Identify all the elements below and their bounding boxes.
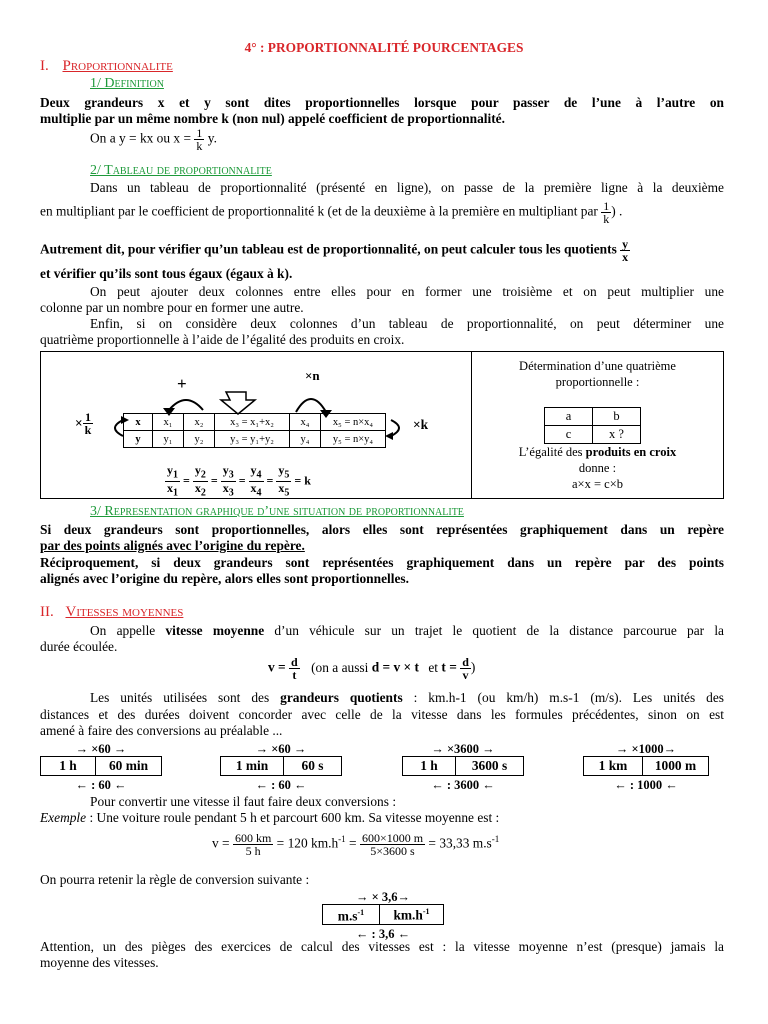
section-1-heading xyxy=(40,58,173,75)
fraction-1-over-k: $\frac{1}{k}$ xyxy=(196,126,203,153)
table-row-x xyxy=(124,414,386,431)
units-text-end: : km.h-1 (ou km/h) m.s-1 (m/s). Les unités des xyxy=(402,690,725,705)
vitesse-para-1-line-1 xyxy=(90,623,724,639)
tableau-para-1-line-1: Dans un tableau de proportionnalité (présenté en ligne), on passe de la première ligne à la deuxième xyxy=(90,180,724,195)
table-cell: x₄ xyxy=(290,414,321,431)
table-cell: y xyxy=(124,431,153,448)
cross-product-result: a×x = c×b xyxy=(572,477,623,491)
attention-line-2: moyenne des vitesses. xyxy=(40,955,159,970)
table-cell: y₁ xyxy=(153,431,184,448)
graph-line-4: alignés avec l’origine du repère, alors elles sont proportionnelles. xyxy=(40,571,409,586)
units-text: Les unités utilisées sont des xyxy=(90,690,281,705)
table-cell: y₅ = n×y₄ xyxy=(321,431,386,448)
quotient-equals-k: = k xyxy=(294,473,311,488)
page-title: 4° : PROPORTIONNALITÉ POURCENTAGES xyxy=(244,40,524,55)
table-cell: x₁ xyxy=(153,414,184,431)
quotient-equality: $\frac{y_1}{x_1}$ = $\frac{y_2}{x_2}$ = $\frac{y_3}{x_3}$ = $\frac{y_4}{x_4}$ = $\frac{y_5}{x_5}$ = k xyxy=(167,463,311,499)
conversion-top-arrow: → ×1000→ xyxy=(615,742,677,756)
conversion-top-arrow: → ×60 → xyxy=(255,742,307,756)
table-cell: y₄ xyxy=(290,431,321,448)
conversion-bottom-arrow: ← : 60 ← xyxy=(75,778,127,792)
graph-line-1: Si deux grandeurs sont proportionnelles, alors elles sont représentées graphiquement dans un repère xyxy=(40,522,724,537)
table-cell: c xyxy=(545,426,593,444)
formula-text: On a y = kx ou x = xyxy=(90,130,192,146)
table-cell: x₃ = x₁+x₂ xyxy=(215,414,290,431)
proportionality-box xyxy=(40,351,724,499)
conversion-cell: 1 min xyxy=(221,757,284,776)
formula-text-end: y. xyxy=(207,130,217,146)
conversion-cell: 1000 m xyxy=(643,757,709,776)
fraction-d-over-t: $\frac{d}{t}$ xyxy=(291,655,298,682)
down-arrow-icon xyxy=(221,392,255,414)
rule-cell-ms: $m.s^{-1}$ xyxy=(323,905,380,925)
formula-dvt: d = v × t xyxy=(371,659,419,675)
example-text: : Une voiture roule pendant 5 h et parcourt 600 km. Sa vitesse moyenne est : xyxy=(86,810,500,825)
calc-120: = 120 km.h xyxy=(276,835,339,851)
calc-v: v = xyxy=(212,835,230,851)
right-title-line-2: proportionnelle : xyxy=(555,375,640,389)
conversion-grid xyxy=(402,756,524,776)
section-2-number: II. xyxy=(40,604,54,620)
vitesse-bold: vitesse moyenne xyxy=(165,623,265,638)
example-label: Exemple xyxy=(40,810,87,825)
fraction-d-over-v: $\frac{d}{v}$ xyxy=(462,655,469,682)
convert-speed-text: Pour convertir une vitesse il faut faire deux conversions : xyxy=(90,794,397,809)
tableau-para-4-line-2: quatrième proportionnelle à l’aide de l’égalité des produits en croix. xyxy=(40,332,405,347)
cross-product-table xyxy=(544,407,641,444)
rule-grid xyxy=(322,904,444,925)
fraction-600km-5h: $\frac{600 km}{5 h}$ xyxy=(234,831,272,858)
subsection-1-3-title: 3/ Representation graphique d’une situation de proportionnalite xyxy=(90,504,464,519)
conversion-table-2 xyxy=(220,742,342,792)
table-cell: y₃ = y₁+y₂ xyxy=(215,431,290,448)
formula-t: t = xyxy=(441,659,457,675)
conversion-grid xyxy=(583,756,709,776)
times-n-label: ×n xyxy=(305,368,320,383)
right-panel-result xyxy=(472,444,723,492)
proportion-table xyxy=(123,413,386,448)
example-calculation: v = $\frac{600 km}{5 h}$ = 120 $km.h^{-1}$ = $\frac{600\times 1000 m}{5\times 3600 s}$ = 33,33 $m.s^{-1}$ xyxy=(212,831,500,858)
right-panel-title xyxy=(472,358,723,390)
fraction-1-over-k: $\frac{1}{k}$ xyxy=(603,199,610,226)
formula-et: et xyxy=(428,659,439,675)
vitesse-formula xyxy=(268,656,475,681)
conversion-cell: 60 min xyxy=(96,757,162,776)
tableau-para-4-line-1: Enfin, si on considère deux colonnes d’un tableau de proportionnalité, on peut déterminer une xyxy=(90,316,724,331)
egalite-line xyxy=(472,444,723,460)
table-row-y xyxy=(124,431,386,448)
fraction-y-over-x: $\frac{y}{x}$ xyxy=(622,237,629,264)
tableau-para-1-text: en multipliant par le coefficient de proportionnalité k (et de la deuxième à la première en multipliant par xyxy=(40,203,598,219)
example-line xyxy=(40,810,499,826)
conversion-table-1 xyxy=(40,742,162,792)
donne-text: donne : xyxy=(578,461,617,475)
units-bold: grandeurs quotients xyxy=(280,690,403,705)
definition-formula xyxy=(90,127,217,152)
vitesse-para-2-line-2: distances et des durées doivent concorder avec celle de la vitesse dans les formules précédentes, sinon on est xyxy=(40,707,724,722)
fraction-conversion: $\frac{600\times 1000 m}{5\times 3600 s}$ xyxy=(361,831,424,858)
formula-aussi: (on a aussi xyxy=(311,659,369,675)
table-cell: x₂ xyxy=(184,414,215,431)
conversion-grid xyxy=(220,756,342,776)
plus-label: + xyxy=(177,374,187,393)
vitesse-para-2-line-3: amené à faire des conversions au préalable ... xyxy=(40,723,283,738)
conversion-cell: 1 h xyxy=(403,757,456,776)
conversion-bottom-arrow: ← : 3600 ← xyxy=(431,778,495,792)
section-1-title: Proportionnalite xyxy=(62,58,173,74)
conversion-cell: 1 km xyxy=(584,757,643,776)
calc-equals: = xyxy=(349,835,357,851)
rule-top-arrow: → × 3,6→ xyxy=(356,890,410,904)
vitesse-text: On appelle xyxy=(90,623,166,638)
tableau-para-3-line-2: colonne par un nombre pour en former une autre. xyxy=(40,300,304,315)
conversion-bottom-arrow: ← : 60 ← xyxy=(255,778,307,792)
calc-result: = 33,33 m.s xyxy=(428,835,492,851)
rule-bottom-arrow: ← : 3,6 ← xyxy=(355,927,411,942)
formula-close: ) xyxy=(470,659,476,675)
subsection-1-2-title: 2/ Tableau de proportionnalite xyxy=(90,163,272,178)
definition-line-1: Deux grandeurs x et y sont dites proportionnelles lorsque pour passer de l’une à l’autre on xyxy=(40,95,724,110)
table-cell: y₂ xyxy=(184,431,215,448)
table-row xyxy=(545,426,641,444)
conversion-table-3 xyxy=(402,742,524,792)
vitesse-para-2-line-1 xyxy=(90,690,724,706)
conversion-bottom-arrow: ← : 1000 ← xyxy=(614,778,678,792)
definition-line-2: multiplie par un même nombre k (non nul) appelé coefficient de proportionnalité. xyxy=(40,111,505,126)
section-2-heading xyxy=(40,604,183,621)
conversion-top-arrow: → ×3600 → xyxy=(431,742,495,756)
right-title-line-1: Détermination d’une quatrième xyxy=(519,359,676,373)
tableau-para-2-line-2: et vérifier qu’ils sont tous égaux (égaux à k). xyxy=(40,266,293,281)
subsection-1-1-title: 1/ Definition xyxy=(90,76,164,91)
conversion-top-arrow: → ×60 → xyxy=(75,742,127,756)
conversion-cell: 1 h xyxy=(41,757,96,776)
rule-intro: On pourra retenir la règle de conversion suivante : xyxy=(40,872,310,887)
formula-v: v = xyxy=(268,659,286,675)
times-one-over-k-label: × $\frac{1}{k}$ xyxy=(75,410,92,437)
attention-line-1: Attention, un des pièges des exercices de calcul des vitesses est : la vitesse moyenne n’est (presque) jamais la xyxy=(40,939,724,954)
conversion-table-4 xyxy=(583,742,709,792)
conversion-rule xyxy=(322,890,444,941)
section-1-number: I. xyxy=(40,58,49,74)
table-cell: b xyxy=(593,408,641,426)
conversion-grid xyxy=(40,756,162,776)
tableau-para-2-text: Autrement dit, pour vérifier qu’un tableau est de proportionnalité, on peut calculer tous les quotients xyxy=(40,241,617,257)
table-cell: x₅ = n×x₄ xyxy=(321,414,386,431)
closing-paren: ) . xyxy=(611,203,623,219)
graph-line-3: Réciproquement, si deux grandeurs sont représentées graphiquement dans un repère par des points xyxy=(40,555,724,570)
graph-line-2: par des points alignés avec l’origine du repère. xyxy=(40,538,305,553)
tableau-para-1-line-2 xyxy=(40,200,730,225)
tableau-para-3-line-1: On peut ajouter deux colonnes entre elles pour en former une troisième et on peut multiplier une xyxy=(90,284,724,299)
table-cell: x ? xyxy=(593,426,641,444)
times-k-label: ×k xyxy=(413,417,429,432)
conversion-cell: 3600 s xyxy=(456,757,524,776)
section-2-title: Vitesses moyennes xyxy=(65,604,184,620)
table-cell: x xyxy=(124,414,153,431)
tableau-para-2-line-1 xyxy=(40,238,730,263)
egalite-text: L’égalité des xyxy=(518,445,586,459)
conversion-cell: 60 s xyxy=(284,757,342,776)
vitesse-text-end: d’un véhicule sur un trajet le quotient de la distance parcourue par la xyxy=(264,623,724,638)
rule-cell-kmh: $km.h^{-1}$ xyxy=(380,905,444,925)
egalite-bold: produits en croix xyxy=(585,445,677,459)
table-cell: a xyxy=(545,408,593,426)
vitesse-para-1-line-2: durée écoulée. xyxy=(40,639,118,654)
table-row xyxy=(545,408,641,426)
